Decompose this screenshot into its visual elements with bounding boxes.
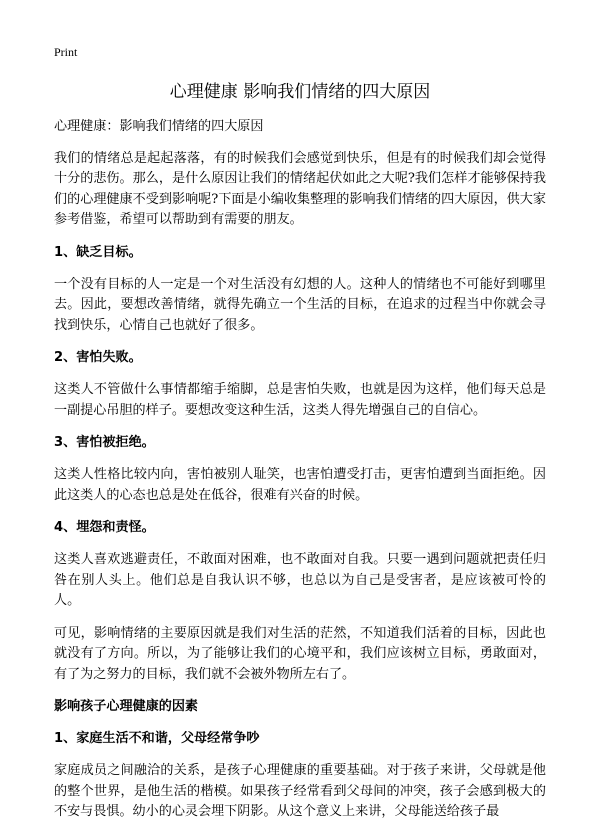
conclusion-paragraph: 可见，影响情绪的主要原因就是我们对生活的茫然，不知道我们活着的目标，因此也就没有了方向。所以，为了能够让我们的心境平和，我们应该树立目标，勇敢面对，有了为之努力的目标，我们就不会被外物所左右了。 <box>54 625 546 682</box>
section-heading-2: 2、害怕失败。 <box>54 350 142 365</box>
section-body-2: 这类人不管做什么事情都缩手缩脚，总是害怕失败，也就是因为这样，他们每天总是一副提心吊胆的样子。要想改变这种生活，这类人得先增强自己的自信心。 <box>54 382 546 418</box>
section-body-3: 这类人性格比较内向，害怕被别人耻笑，也害怕遭受打击，更害怕遭到当面拒绝。因此这类人的心态也总是处在低谷，很难有兴奋的时候。 <box>54 467 546 503</box>
page-title: 心理健康 影响我们情绪的四大原因 <box>169 82 431 102</box>
section-heading-3: 3、害怕被拒绝。 <box>54 435 155 450</box>
print-label: Print <box>54 45 78 59</box>
section-body-4: 这类人喜欢逃避责任，不敢面对困难，也不敢面对自我。只要一遇到问题就把责任归咎在别人头上。他们总是自我认识不够，也总以为自己是受害者，是应该被可怜的人。 <box>54 552 546 608</box>
intro-paragraph: 我们的情绪总是起起落落，有的时候我们会感觉到快乐，但是有的时候我们却会觉得十分的悲伤。那么，是什么原因让我们的情绪起伏如此之大呢?我们怎样才能够保持我们的心理健康不受到影响呢?下面是小编收集整理的影响我们情绪的四大原因，供大家参考借鉴，希望可以帮助到有需要的朋友。 <box>54 150 546 227</box>
part2-heading: 影响孩子心理健康的因素 <box>54 699 199 714</box>
section-heading-4: 4、埋怨和责怪。 <box>54 520 155 535</box>
section-heading-1: 1、缺乏目标。 <box>54 244 142 260</box>
part2-section-body-1: 家庭成员之间融洽的关系，是孩子心理健康的重要基础。对于孩子来讲，父母就是他的整个世界，是他生活的楷模。如果孩子经常看到父母间的冲突，孩子会感到极大的不安与畏惧。幼小的心灵会埋下阴影。从这个意义上来讲，父母能送给孩子最 <box>54 763 546 819</box>
section-body-1: 一个没有目标的人一定是一个对生活没有幻想的人。这种人的情绪也不可能好到哪里去。因此，要想改善情绪，就得先确立一个生活的目标，在追求的过程当中你就会寻找到快乐，心情自己也就好了很多。 <box>54 276 546 333</box>
document-content <box>54 117 546 835</box>
part2-section-heading-1: 1、家庭生活不和谐，父母经常争吵 <box>54 731 260 746</box>
document-subtitle: 心理健康：影响我们情绪的四大原因 <box>54 119 264 134</box>
